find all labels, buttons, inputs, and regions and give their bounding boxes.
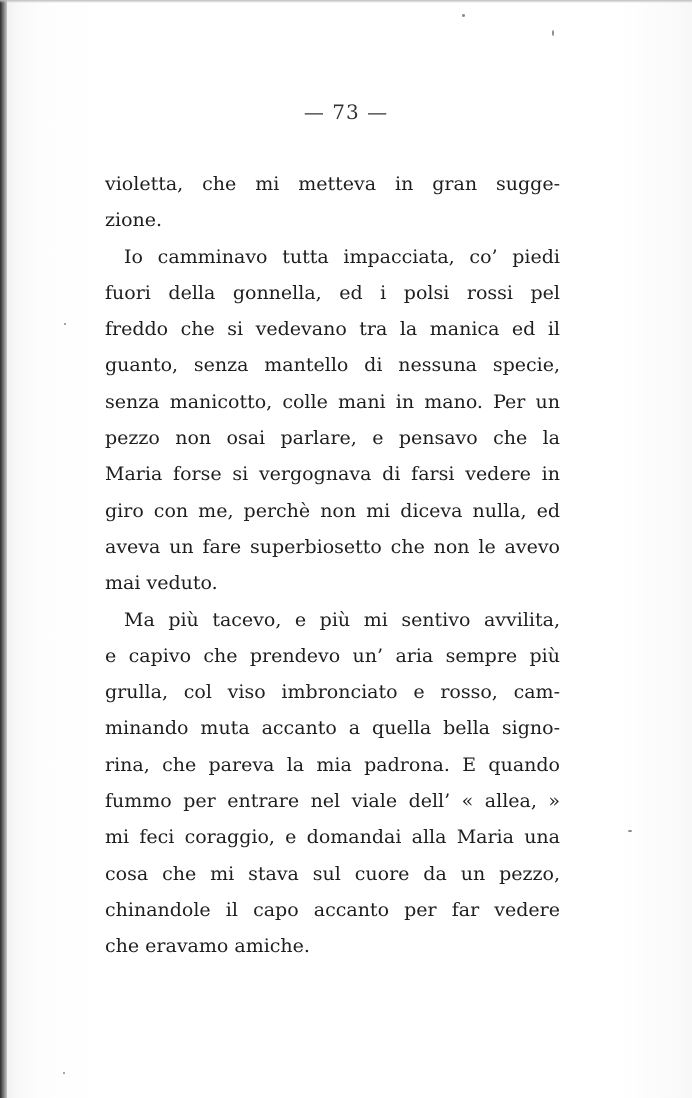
- text-line: mi feci coraggio, e domandai alla Maria una: [105, 826, 560, 849]
- text-line: zione.: [105, 209, 163, 232]
- text-line: cosa che mi stava sul cuore da un pezzo,: [105, 862, 560, 885]
- paper-speck: [552, 30, 554, 36]
- text-line: guanto, senza mantello di nessuna specie,: [105, 354, 560, 377]
- text-line: minando muta accanto a quella bella signo-: [105, 717, 560, 740]
- text-line: pezzo non osai parlare, e pensavo che la: [105, 427, 560, 450]
- text-line: che eravamo amiche.: [105, 935, 310, 958]
- text-line: Maria forse si vergognava di farsi vedere in: [105, 463, 560, 486]
- text-line: fuori della gonnella, ed i polsi rossi pel: [105, 281, 560, 304]
- text-line: grulla, col viso imbronciato e rosso, cam-: [105, 681, 560, 704]
- body-text: [105, 166, 560, 965]
- text-line: Io camminavo tutta impacciata, co’ piedi: [124, 245, 560, 268]
- text-line: giro con me, perchè non mi diceva nulla, ed: [105, 499, 560, 522]
- text-line: Ma più tacevo, e più mi sentivo avvilita,: [124, 608, 560, 631]
- text-line: chinandole il capo accanto per far vedere: [105, 898, 560, 921]
- text-line: freddo che si vedevano tra la manica ed il: [105, 318, 560, 341]
- text-line: aveva un fare superbiosetto che non le avevo: [105, 535, 560, 558]
- paper-speck: [628, 830, 632, 832]
- text-line: fummo per entrare nel viale dell’ « allea, »: [105, 790, 560, 813]
- page-binding-edge: [0, 0, 7, 1098]
- text-line: mai veduto.: [105, 572, 218, 595]
- page-number: — 73 —: [303, 100, 389, 124]
- text-line: rina, che pareva la mia padrona. E quando: [105, 753, 560, 776]
- page-top-edge: [0, 0, 692, 3]
- paper-speck: [63, 1072, 65, 1074]
- text-line: violetta, che mi metteva in gran sugge-: [105, 173, 560, 195]
- text-line: e capivo che prendevo un’ aria sempre più: [105, 644, 560, 667]
- text-line: senza manicotto, colle mani in mano. Per un: [105, 390, 560, 413]
- paper-speck: [64, 323, 66, 325]
- paper-speck: [462, 14, 465, 17]
